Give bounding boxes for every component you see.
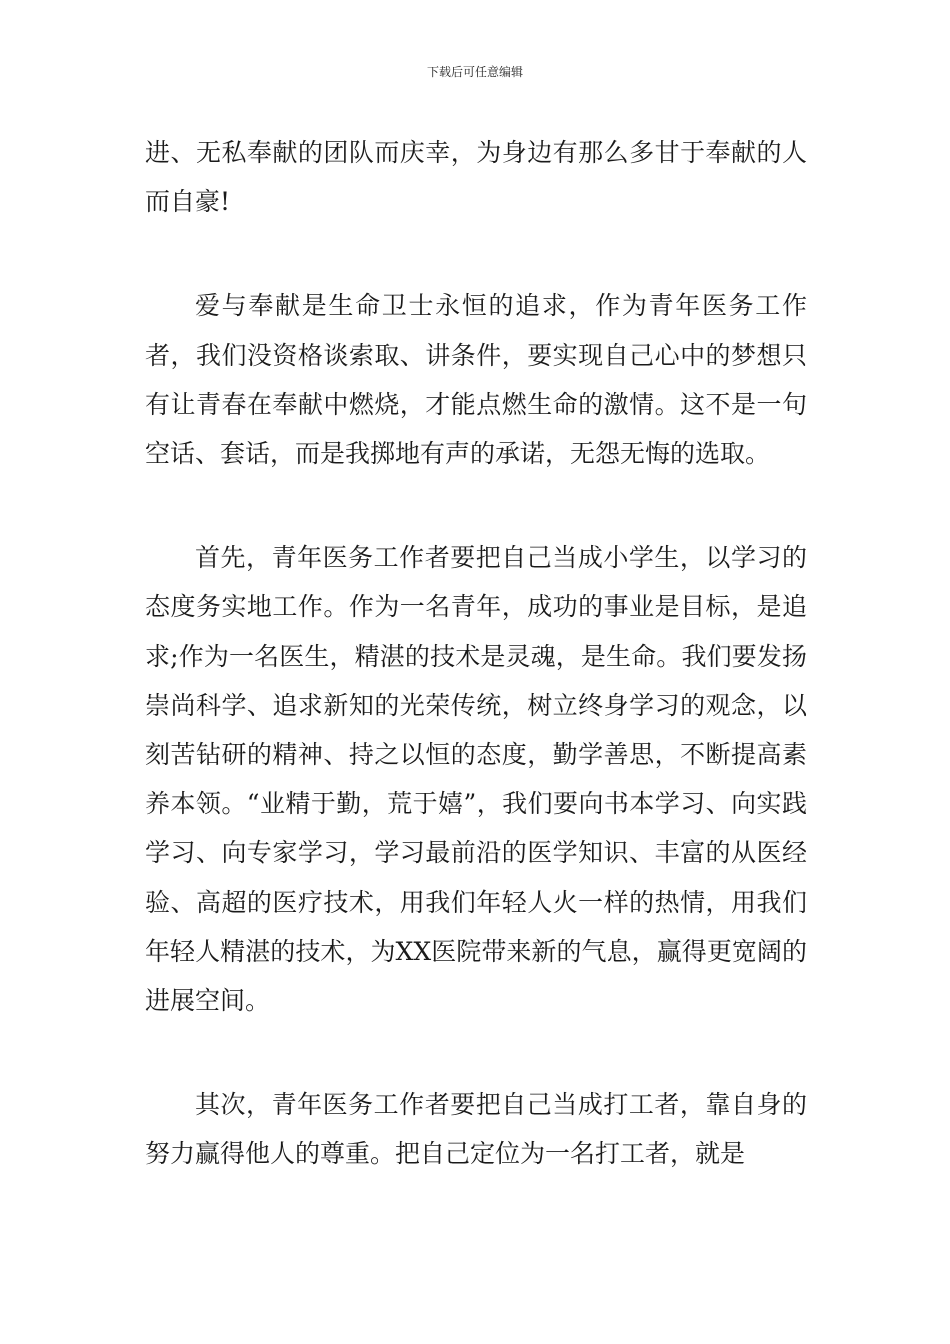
paragraph-1: 进、无私奉献的团队而庆幸，为身边有那么多甘于奉献的人而自豪!: [145, 138, 807, 217]
paragraph-4: 其次，青年医务工作者要把自己当成打工者，靠自身的努力赢得他人的尊重。把自己定位为一名打工者，就是: [145, 1090, 807, 1169]
paragraph-2: 爱与奉献是生命卫士永恒的追求，作为青年医务工作者，我们没资格谈索取、讲条件，要实现自己心中的梦想只有让青春在奉献中燃烧，才能点燃生命的激情。这不是一句空话、套话，而是我掷地有声的承诺，无怨无悔的选取。: [145, 291, 807, 469]
document-body: [145, 128, 807, 1179]
page-header: 下载后可任意编辑: [426, 65, 523, 79]
paragraph-3: 首先，青年医务工作者要把自己当成小学生，以学习的态度务实地工作。作为一名青年，成功的事业是目标，是追求;作为一名医生，精湛的技术是灵魂，是生命。我们要发扬崇尚科学、追求新知的光荣传统，树立终身学习的观念，以刻苦钻研的精神、持之以恒的态度，勤学善思，不断提高素养本领。“业精于勤，荒于嬉”，我们要向书本学习、向实践学习、向专家学习，学习最前沿的医学知识、丰富的从医经验、高超的医疗技术，用我们年轻人火一样的热情，用我们年轻人精湛的技术，为XX医院带来新的气息，赢得更宽阔的进展空间。: [145, 543, 807, 1016]
